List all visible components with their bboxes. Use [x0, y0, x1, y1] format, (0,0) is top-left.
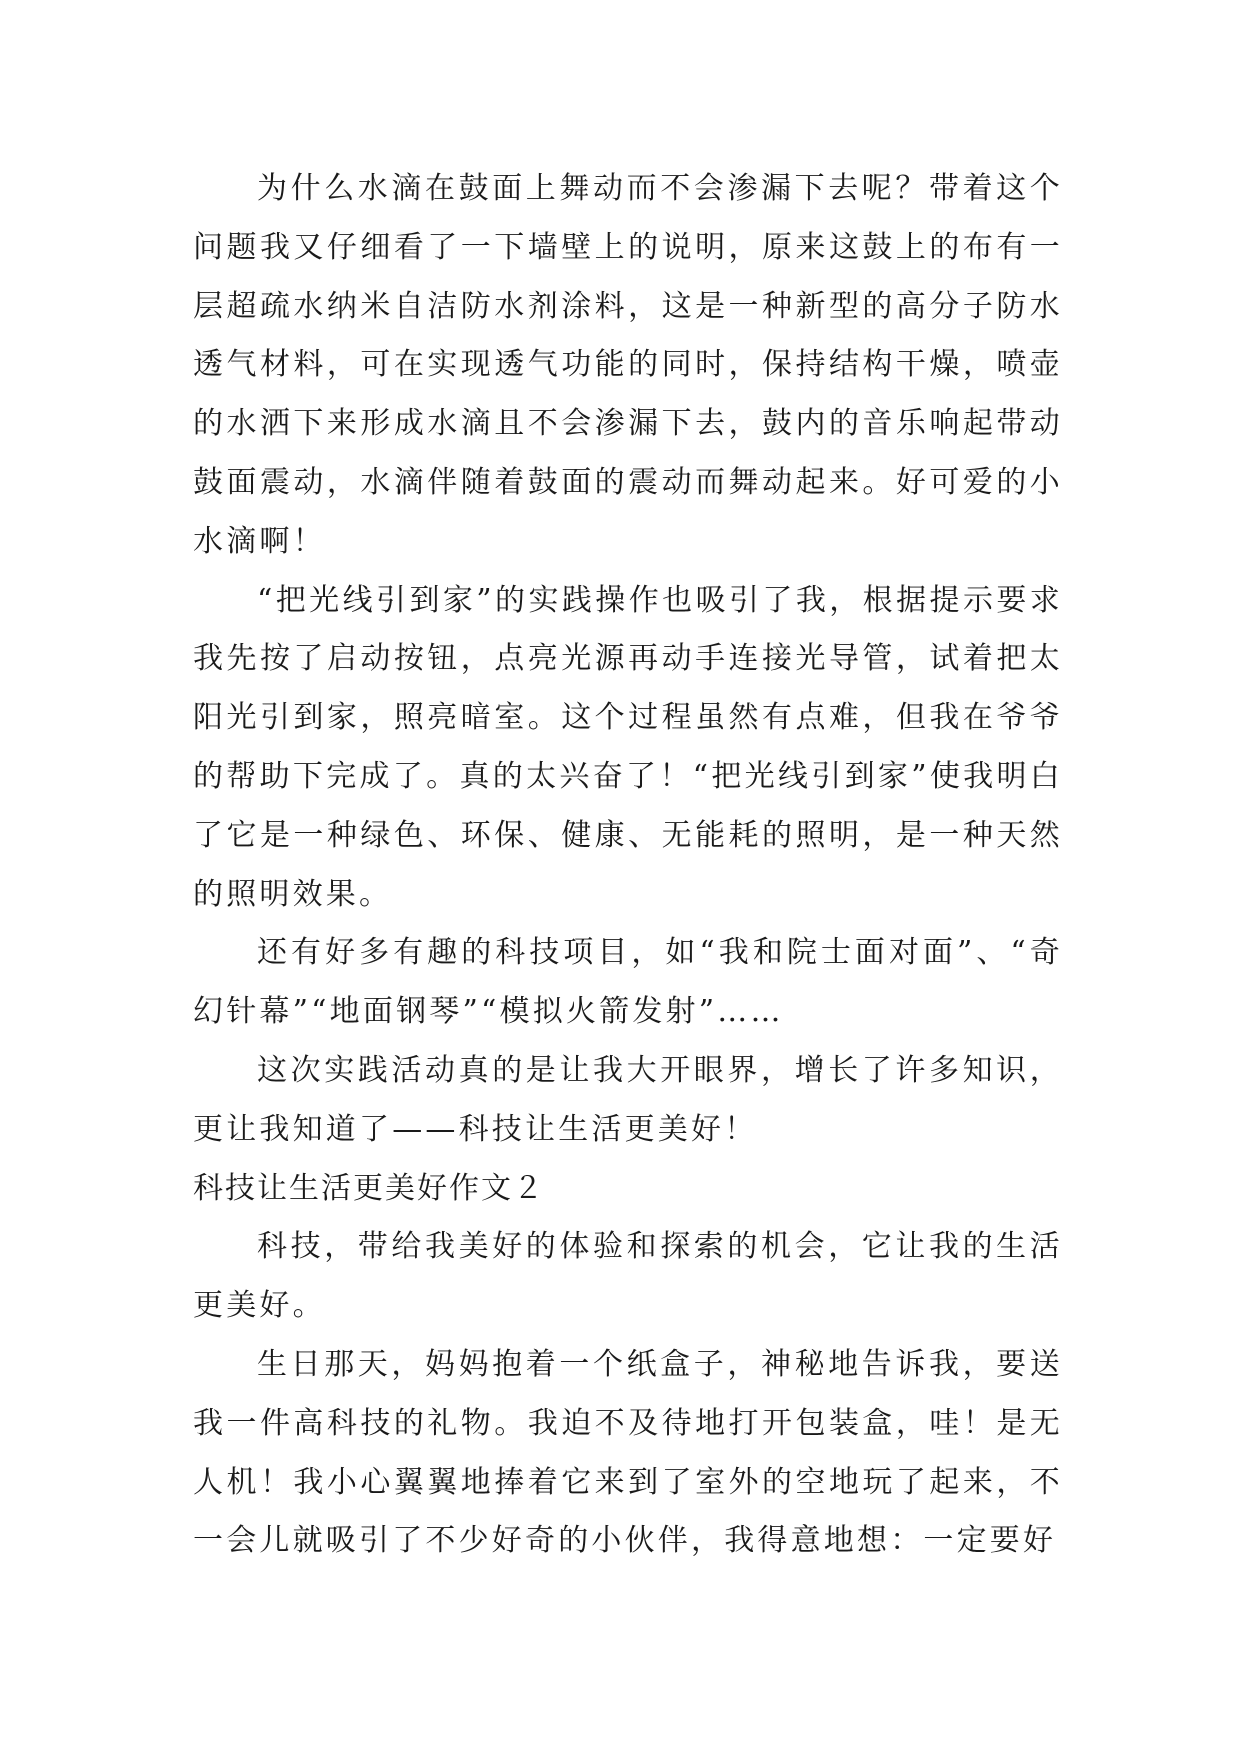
paragraph-birthday-drone: 生日那天，妈妈抱着一个纸盒子，神秘地告诉我，要送我一件高科技的礼物。我迫不及待地打开包装盒，哇！是无人机！我小心翼翼地捧着它来到了室外的空地玩了起来，不一会儿就吸引了不少好奇的小伙伴，我得意地想：一定要好	[193, 1346, 1063, 1559]
paragraph-conclusion: 这次实践活动真的是让我大开眼界，增长了许多知识，更让我知道了——科技让生活更美好！	[193, 1052, 1063, 1147]
paragraph-water-drops: 为什么水滴在鼓面上舞动而不会渗漏下去呢？带着这个问题我又仔细看了一下墙壁上的说明，原来这鼓上的布有一层超疏水纳米自洁防水剂涂料，这是一种新型的高分子防水透气材料，可在实现透气功能的同时，保持结构干燥，喷壶的水洒下来形成水滴且不会渗漏下去，鼓内的音乐响起带动鼓面震动，水滴伴随着鼓面的震动而舞动起来。好可爱的小水滴啊！	[193, 171, 1063, 559]
section-title: 科技让生活更美好作文２	[193, 1170, 545, 1206]
paragraph-more-projects: 还有好多有趣的科技项目，如“我和院士面对面”、“奇幻针幕”“地面钢琴”“模拟火箭发射”……	[193, 935, 1063, 1030]
paragraph-light-guide: “把光线引到家”的实践操作也吸引了我，根据提示要求我先按了启动按钮，点亮光源再动手连接光导管，试着把太阳光引到家，照亮暗室。这个过程虽然有点难，但我在爷爷的帮助下完成了。真的太兴奋了！“把光线引到家”使我明白了它是一种绿色、环保、健康、无能耗的照明，是一种天然的照明效果。	[193, 582, 1063, 912]
document-body	[193, 160, 1063, 1571]
paragraph-intro-essay-2: 科技，带给我美好的体验和探索的机会，它让我的生活更美好。	[193, 1229, 1063, 1324]
